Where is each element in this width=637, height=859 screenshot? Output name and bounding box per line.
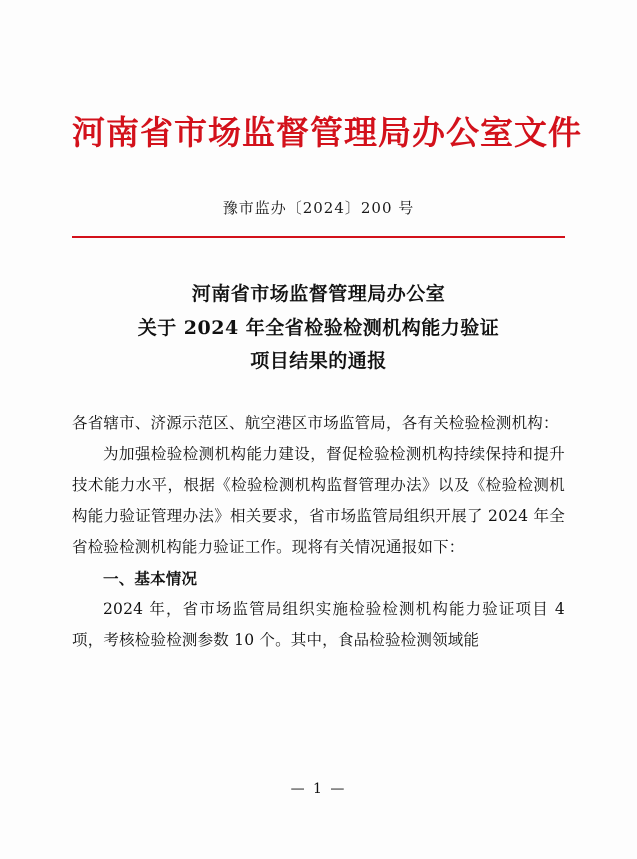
subject-line-1: 河南省市场监督管理局办公室 [191, 283, 446, 306]
paragraph-salutation: 各省辖市、济源示范区、航空港区市场监管局，各有关检验检测机构： [72, 414, 559, 432]
document-number: 豫市监办〔2024〕200 号 [222, 199, 415, 218]
document-subject [72, 278, 565, 378]
document-header [72, 0, 582, 153]
document-body [72, 408, 565, 656]
subject-line-3: 项目结果的通报 [250, 349, 387, 372]
paragraph-background: 为加强检验检测机构能力建设，督促检验检测机构持续保持和提升技术能力水平，根据《检验检测机构监督管理办法》以及《检验检测机构能力验证管理办法》相关要求，省市场监管局组织开展了 2024 年全省检验检测机构能力验证工作。现将有关情况通报如下： [72, 445, 565, 556]
paragraph-section-heading: 一、基本情况 [103, 569, 198, 588]
subject-line-2: 关于 2024 年全省检验检测机构能力验证 [137, 316, 500, 339]
red-divider-rule [72, 236, 565, 238]
page-number: — 1 — [290, 781, 347, 797]
document-header-title: 河南省市场监督管理局办公室文件 [72, 113, 582, 152]
paragraph-basic-situation: 2024 年，省市场监管局组织实施检验检测机构能力验证项目 4 项，考核检验检测参数 10 个。其中，食品检验检测领域能 [72, 600, 565, 649]
